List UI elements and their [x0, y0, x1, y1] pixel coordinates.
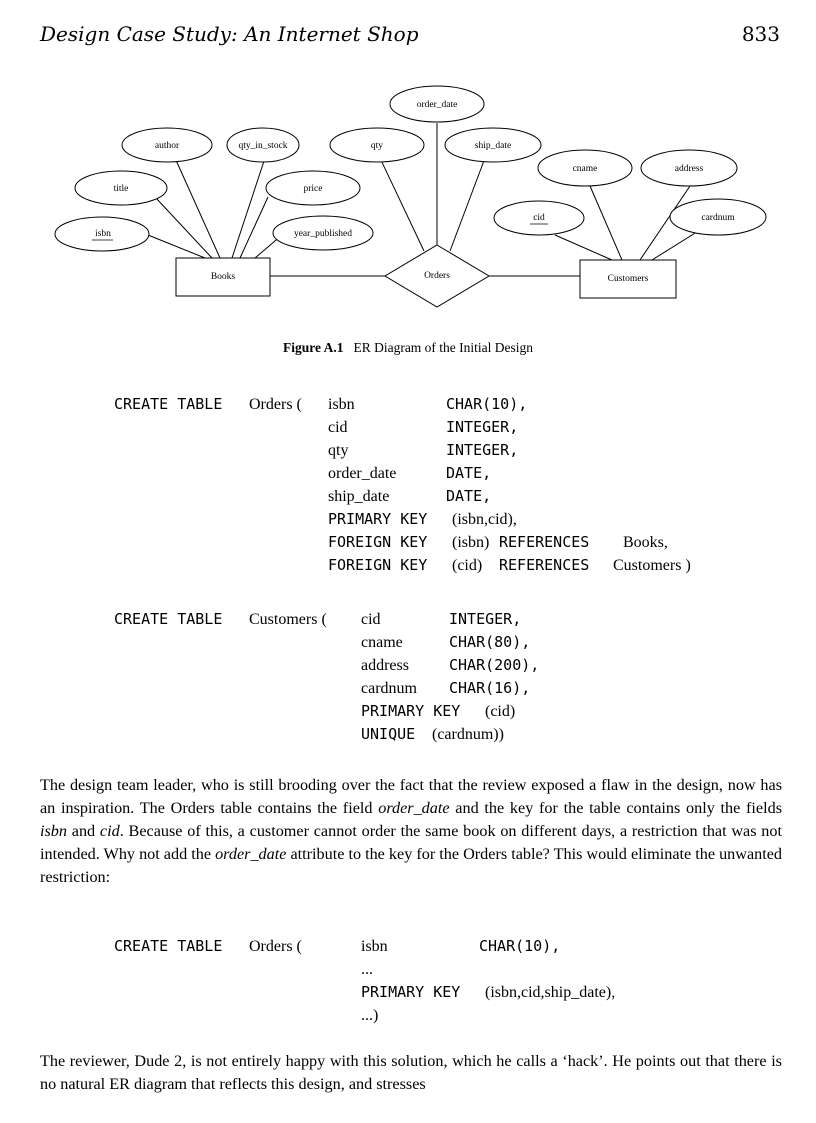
orders2-ellipsis-1: ...: [361, 961, 373, 978]
orders-fk2-kw: FOREIGN KEY: [328, 556, 428, 574]
orders-col-4: order_date: [328, 465, 397, 482]
customers-unique-kw: UNIQUE: [361, 725, 416, 743]
page-number: 833: [741, 22, 780, 46]
para1-term-order-date: order_date: [378, 799, 450, 817]
orders-col-1: isbn: [328, 396, 355, 413]
attr-isbn: isbn: [95, 229, 111, 240]
attr-address: address: [674, 164, 704, 175]
attr-cardnum: cardnum: [701, 213, 735, 224]
customers-type-4: CHAR(16),: [449, 679, 531, 697]
body-paragraph-2: The reviewer, Dude 2, is not entirely happy with this solution, which he calls a ‘hack’. He points out that there is no natural ER diagram that reflects this design, and stresses: [40, 1052, 782, 1093]
customers-type-3: CHAR(200),: [449, 656, 540, 674]
attr-title: title: [113, 184, 129, 195]
customers-type-1: INTEGER,: [449, 610, 522, 628]
orders-fk2-table: Customers ): [613, 557, 691, 574]
orders-type-4: DATE,: [446, 464, 492, 482]
entity-customers: Customers: [607, 274, 649, 285]
para1-text-2: and the key for the table contains only the fields: [449, 799, 782, 817]
orders-fk1-kw: FOREIGN KEY: [328, 533, 428, 551]
orders-create-kw: CREATE TABLE: [114, 395, 223, 413]
para1-term-order-date-2: order_date: [215, 845, 287, 863]
customers-type-2: CHAR(80),: [449, 633, 531, 651]
orders2-table-name: Orders (: [249, 938, 302, 955]
para1-text-5: attribute to the key for the Orders table? This would eliminate the unwanted restriction:: [40, 845, 782, 886]
orders-fk2-ref: REFERENCES: [499, 556, 590, 574]
figure-label: Figure A.1: [282, 340, 344, 355]
orders-table-name: Orders (: [249, 396, 302, 413]
customers-col-1: cid: [361, 611, 381, 628]
para1-text-1: The design team leader, who is still brooding over the fact that the review exposed a flaw in the design, now has an inspiration. The Orders table contains the field: [40, 776, 782, 817]
edge-orders-qty: [380, 158, 424, 251]
attr-cname: cname: [572, 164, 598, 175]
orders-type-3: INTEGER,: [446, 441, 519, 459]
figure-caption-text: ER Diagram of the Initial Design: [353, 340, 534, 355]
orders-type-5: DATE,: [446, 487, 492, 505]
orders2-col-isbn: isbn: [361, 938, 388, 955]
para1-term-isbn: isbn: [40, 822, 67, 840]
edge-orders-shipdate: [450, 158, 485, 251]
orders-fk2-cols: (cid): [452, 557, 483, 574]
attr-year-published: year_published: [293, 229, 353, 240]
customers-create-kw: CREATE TABLE: [114, 610, 223, 628]
orders-col-5: ship_date: [328, 488, 390, 505]
attr-qty: qty: [370, 141, 384, 152]
orders2-pk-kw: PRIMARY KEY: [361, 983, 461, 1001]
para1-text-4: . Because of this, a customer cannot order the same book on different days, a restriction that was not intended. Why not add the: [40, 822, 782, 863]
orders-fk1-ref: REFERENCES: [499, 533, 590, 551]
customers-unique-cols: (cardnum)): [432, 726, 504, 743]
entity-books: Books: [210, 272, 236, 283]
attr-order-date: order_date: [416, 100, 458, 111]
orders-fk1-cols: (isbn): [452, 534, 490, 551]
edge-books-qtyinstock: [232, 158, 265, 258]
orders2-ellipsis-2: ...): [361, 1007, 379, 1024]
customers-pk-cols: (cid): [485, 703, 516, 720]
body-paragraph-1: [40, 774, 782, 889]
attr-price: price: [303, 184, 323, 195]
orders-pk-cols: (isbn,cid),: [452, 511, 517, 528]
orders-type-1: CHAR(10),: [446, 395, 528, 413]
customers-col-2: cname: [361, 634, 403, 651]
orders2-type-isbn: CHAR(10),: [479, 937, 561, 955]
orders2-pk-cols: (isbn,cid,ship_date),: [485, 984, 616, 1001]
para1-text-3: and: [67, 822, 100, 840]
para1-term-cid: cid: [99, 822, 120, 840]
orders-col-3: qty: [328, 442, 349, 459]
orders-col-2: cid: [328, 419, 348, 436]
relationship-orders: Orders: [424, 271, 450, 282]
figure-caption: [0, 340, 816, 356]
er-diagram: [0, 80, 816, 320]
attr-ship-date: ship_date: [474, 141, 512, 152]
attr-author: author: [154, 141, 180, 152]
attr-qty-in-stock: qty_in_stock: [238, 141, 288, 152]
customers-table-name: Customers (: [249, 611, 327, 628]
edge-customers-cname: [590, 186, 622, 260]
edge-books-price: [240, 197, 268, 258]
edge-customers-cid: [555, 235, 612, 260]
edge-customers-cardnum: [652, 230, 700, 260]
orders2-create-kw: CREATE TABLE: [114, 937, 223, 955]
customers-col-4: cardnum: [361, 680, 417, 697]
orders-type-2: INTEGER,: [446, 418, 519, 436]
orders-fk1-table: Books,: [623, 534, 668, 551]
running-header-title: Design Case Study: An Internet Shop: [40, 22, 419, 46]
orders-pk-kw: PRIMARY KEY: [328, 510, 428, 528]
customers-col-3: address: [361, 657, 409, 674]
customers-pk-kw: PRIMARY KEY: [361, 702, 461, 720]
attr-cid: cid: [533, 213, 545, 224]
edge-books-isbn: [148, 235, 205, 258]
